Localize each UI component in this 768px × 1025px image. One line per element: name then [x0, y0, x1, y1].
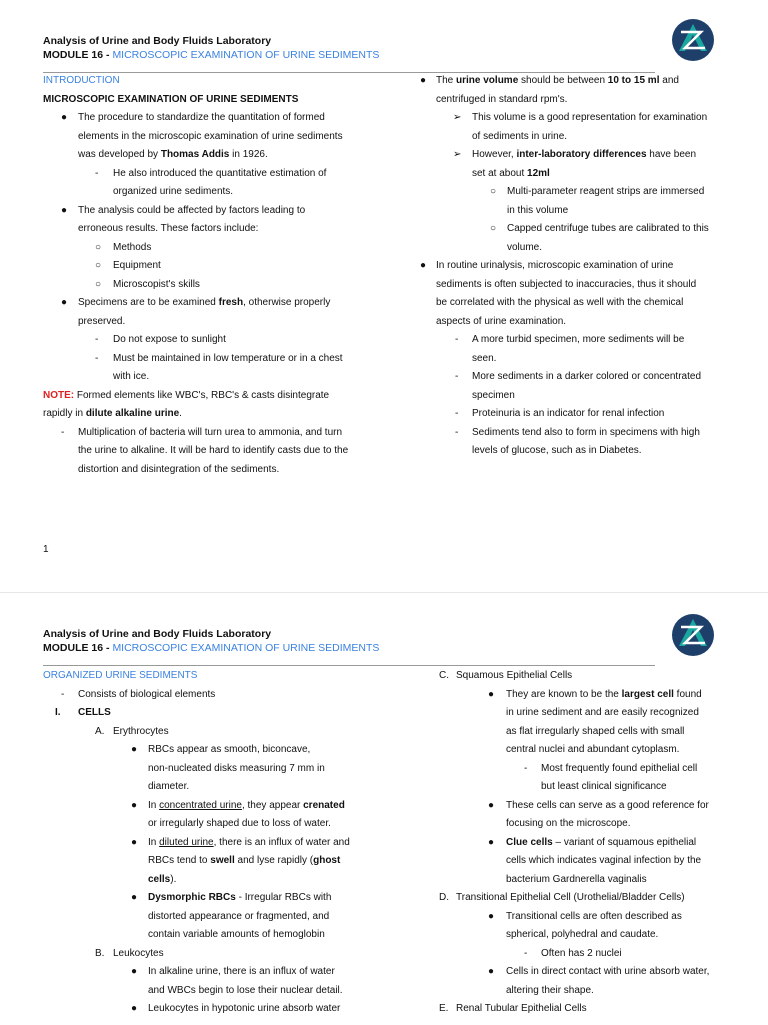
section-heading: ORGANIZED URINE SEDIMENTS — [43, 670, 198, 681]
list-item: ● The procedure to standardize the quantitation of formed — [43, 109, 393, 128]
list-item-continuation: spherical, polyhedral and caudate. — [506, 929, 659, 940]
sub-list-item-continuation: seen. — [472, 352, 497, 364]
list-item-continuation: diameter. — [148, 781, 190, 792]
school-logo-icon — [671, 18, 715, 62]
sub-list-item-continuation: organized urine sediments. — [113, 186, 234, 197]
list-item: ● The urine volume should be between 10 to 15 ml and — [420, 75, 679, 86]
sub-list-item-continuation: of sediments in urine. — [472, 130, 568, 142]
list-item-continuation: cells which indicates vaginal infection by the — [506, 855, 702, 866]
school-logo-icon — [671, 613, 715, 657]
roman-heading: I. CELLS — [55, 707, 111, 718]
sub-list-item: ○ Methods — [95, 241, 152, 253]
section-heading: INTRODUCTION — [43, 75, 120, 86]
list-item: ● Transitional cells are often described as — [488, 910, 682, 922]
sub-list-item: - Proteinuria is an indicator for renal infection — [455, 408, 665, 419]
subsection-heading: MICROSCOPIC EXAMINATION OF URINE SEDIMENTS — [43, 93, 299, 105]
list-item: ● In diluted urine, there is an influx of water and — [131, 836, 350, 848]
list-item-continuation: elements in the microscopic examination of urine sediments — [78, 130, 343, 142]
sub-list-item: - Do not expose to sunlight — [95, 334, 226, 345]
list-item: ● In concentrated urine, they appear crenated — [131, 799, 345, 811]
module-title: MODULE 16 - MICROSCOPIC EXAMINATION OF URINE SEDIMENTS — [43, 642, 380, 654]
list-item: ● They are known to be the largest cell found — [488, 688, 702, 700]
sub-list-item: - Sediments tend also to form in specimens with high — [455, 426, 700, 438]
sub-list-item: - He also introduced the quantitative estimation of — [95, 167, 327, 179]
sub-list-item: ➢ This volume is a good representation for examination — [453, 112, 708, 123]
list-item: ● In alkaline urine, there is an influx of water — [131, 966, 335, 977]
list-item-continuation: as flat irregularly shaped cells with small — [506, 725, 685, 737]
list-item: - Consists of biological elements — [61, 688, 216, 700]
list-item: ● Clue cells – variant of squamous epithelial — [488, 836, 697, 848]
letter-heading: D. Transitional Epithelial Cell (Urothelial/Bladder Cells) — [439, 892, 685, 903]
sub-sub-list-item-continuation: volume. — [507, 241, 543, 253]
sub-sub-list-item-continuation: in this volume — [507, 204, 569, 216]
list-item-continuation: and WBCs begin to lose their nuclear detail. — [148, 984, 343, 996]
sub-sub-list-item: ○ Multi-parameter reagent strips are immersed — [490, 186, 705, 197]
list-item-continuation: RBCs tend to swell and lyse rapidly (ghost — [148, 855, 341, 866]
list-item: ● Specimens are to be examined fresh, otherwise properly — [61, 297, 331, 308]
list-item-continuation: erroneous results. These factors include: — [78, 223, 259, 234]
note-paragraph: NOTE: Formed elements like WBC's, RBC's & casts disintegrate — [43, 389, 330, 401]
list-item-continuation: the urine to alkaline. It will be hard to identify casts due to the — [78, 445, 349, 456]
sub-list-item: - More sediments in a darker colored or concentrated — [455, 371, 702, 382]
course-title: Analysis of Urine and Body Fluids Laboratory — [43, 628, 272, 640]
note-label: NOTE: — [43, 389, 75, 401]
list-item-continuation: be correlated with the physical as well with the chemical — [436, 297, 684, 308]
list-item-continuation: sediments is often subjected to inaccuracies, thus it should — [436, 278, 697, 290]
list-item-continuation: central nuclei and abundant cytoplasm. — [506, 744, 680, 755]
page1-right-column — [400, 72, 730, 461]
list-item: ● Dysmorphic RBCs - Irregular RBCs with — [131, 892, 332, 903]
page-2 — [0, 592, 768, 1025]
list-item-continuation: contain variable amounts of hemoglobin — [148, 929, 325, 940]
list-item-continuation: centrifuged in standard rpm's. — [436, 93, 568, 105]
list-item: ● These cells can serve as a good reference for — [488, 799, 709, 811]
letter-heading: E. Renal Tubular Epithelial Cells — [439, 1003, 587, 1014]
sub-list-item: - Often has 2 nuclei — [524, 947, 622, 959]
course-title: Analysis of Urine and Body Fluids Laboratory — [43, 35, 272, 47]
module-title: MODULE 16 - MICROSCOPIC EXAMINATION OF URINE SEDIMENTS — [43, 49, 380, 61]
sub-list-item-continuation: levels of glucose, such as in Diabetes. — [472, 445, 642, 456]
page2-right-column — [434, 667, 754, 1019]
sub-list-item-continuation: set at about 12ml — [472, 167, 550, 179]
header-rule — [43, 665, 655, 666]
list-item-continuation: non-nucleated disks measuring 7 mm in — [148, 762, 325, 774]
list-item: ● In routine urinalysis, microscopic examination of urine — [420, 260, 674, 271]
list-item: ● RBCs appear as smooth, biconcave, — [131, 744, 311, 755]
note-paragraph-continuation: rapidly in dilute alkaline urine. — [43, 408, 182, 419]
list-item-continuation: preserved. — [78, 315, 126, 327]
letter-heading: C. Squamous Epithelial Cells — [439, 670, 573, 681]
sub-list-item-continuation: with ice. — [113, 371, 150, 382]
sub-list-item: - A more turbid specimen, more sediments will be — [455, 334, 685, 345]
list-item-continuation: was developed by Thomas Addis in 1926. — [78, 149, 268, 160]
sub-list-item-continuation: specimen — [472, 389, 515, 401]
list-item-continuation: focusing on the microscope. — [506, 818, 631, 829]
list-item-continuation: distorted appearance or fragmented, and — [148, 910, 330, 922]
sub-list-item: ○ Microscopist's skills — [95, 278, 200, 290]
list-item: ● Cells in direct contact with urine absorb water, — [488, 966, 710, 977]
bullet-marker: ● — [61, 112, 68, 123]
sub-list-item: ➢ However, inter-laboratory differences have been — [453, 149, 697, 160]
page-header — [43, 627, 379, 655]
list-item: ● The analysis could be affected by factors leading to — [61, 204, 306, 216]
sub-list-item: - Most frequently found epithelial cell — [524, 762, 698, 774]
sub-list-item: ○ Equipment — [95, 260, 161, 271]
list-item-continuation: aspects of urine examination. — [436, 315, 567, 327]
page-number: 1 — [43, 544, 49, 555]
page1-left-column — [43, 72, 393, 479]
list-item-continuation: distortion and disintegration of the sediments. — [78, 463, 280, 475]
page-header — [43, 34, 379, 62]
list-item: ● Leukocytes in hypotonic urine absorb water — [131, 1003, 341, 1014]
page2-left-column — [43, 667, 393, 1019]
letter-heading: A. Erythrocytes — [95, 725, 169, 737]
list-item-continuation: altering their shape. — [506, 984, 594, 996]
sub-list-item-continuation: but least clinical significance — [541, 781, 667, 792]
list-item-continuation: bacterium Gardnerella vaginalis — [506, 873, 647, 885]
list-item-continuation: or irregularly shaped due to loss of water. — [148, 818, 331, 829]
sub-sub-list-item: ○ Capped centrifuge tubes are calibrated to this — [490, 223, 709, 234]
letter-heading: B. Leukocytes — [95, 947, 164, 959]
sub-list-item: - Must be maintained in low temperature or in a chest — [95, 352, 343, 364]
list-item-continuation: cells). — [148, 873, 177, 885]
list-item: - Multiplication of bacteria will turn urea to ammonia, and turn — [61, 426, 343, 438]
list-item-continuation: in urine sediment and are easily recognized — [506, 707, 699, 718]
